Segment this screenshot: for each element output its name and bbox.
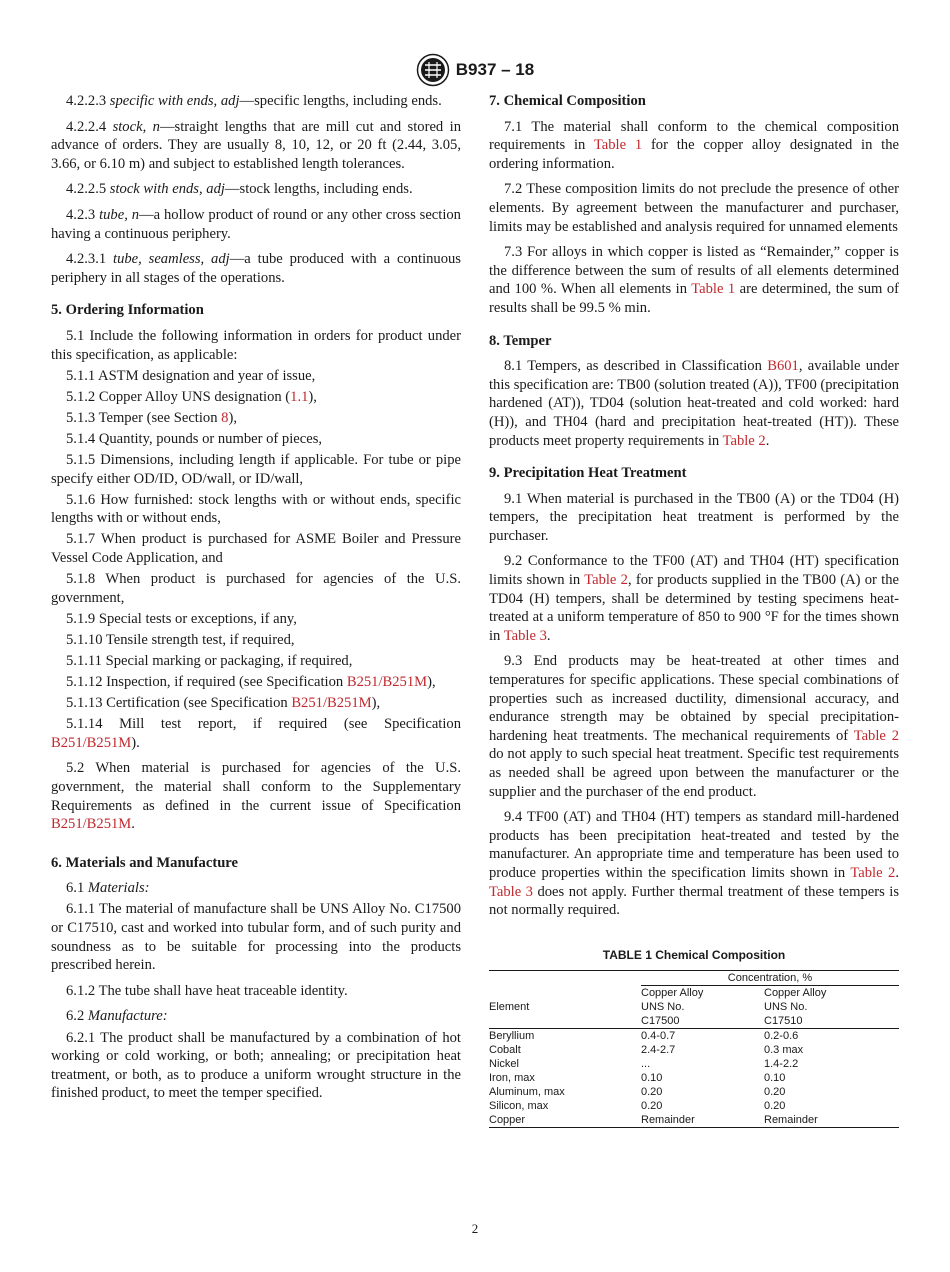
c17500-cell: 0.20 <box>641 1086 663 1099</box>
para-5-1-9: 5.1.9 Special tests or exceptions, if any, <box>66 610 297 627</box>
para-5-1-2: 5.1.2 Copper Alloy UNS designation (1.1), <box>66 388 317 405</box>
element-cell: Copper <box>489 1114 526 1127</box>
para-5-1-11: 5.1.11 Special marking or packaging, if required, <box>66 652 353 669</box>
para-7-3: 7.3 For alloys in which copper is listed as “Remainder,” copper is the difference between the sum of results of all elements determined and 100 %. When all elements in Table 1 are determined, the sum of results shall be 99.5 % min. <box>489 244 899 316</box>
spec-link[interactable]: B251/B251M <box>51 734 132 751</box>
para-5-2: 5.2 When material is purchased for agencies of the U.S. government, the material shall conform to the Supplementary Requirements as defined in the current issue of Specification B251/B251M. <box>51 760 461 833</box>
element-cell: Iron, max <box>489 1072 535 1085</box>
c17510-cell: 0.3 max <box>764 1044 804 1057</box>
para-5-1-13: 5.1.13 Certification (see Specification B251/B251M), <box>66 695 381 712</box>
c17500-cell: 2.4-2.7 <box>641 1044 676 1057</box>
c17510-cell: 0.20 <box>764 1086 786 1099</box>
spec-link[interactable]: B251/B251M <box>346 674 428 691</box>
spec-link[interactable]: B601 <box>767 358 799 375</box>
standard-designation: B937 – 18 <box>455 60 535 79</box>
para-5-1-8: 5.1.8 When product is purchased for agencies of the U.S. government, <box>51 571 461 606</box>
table-row <box>489 1099 899 1113</box>
section-7-heading: 7. Chemical Composition <box>489 93 646 109</box>
para-4-2-2-5: 4.2.2.5 stock with ends, adj—stock lengths, including ends. <box>66 181 413 198</box>
element-header: Element <box>489 1001 530 1014</box>
para-5-1-5: 5.1.5 Dimensions, including length if applicable. For tube or pipe specify either OD/ID, OD/wall, or ID/wall, <box>51 452 461 487</box>
section-link[interactable]: 8 <box>221 409 229 426</box>
para-5-1: 5.1 Include the following information in orders for product under this specification, as applicable: <box>51 327 461 363</box>
page-number: 2 <box>471 1221 479 1236</box>
para-8-1: 8.1 Tempers, as described in Classification B601, available under this specification are: TB00 (solution treated (A)), TF00 (precipitation hardened (AT)), TD04 (solution heat-treated and cold worked: hard (H)), and TH04 (hard and precipitation heat-treated (HT)). These products meet property requirements in Table 2. <box>489 358 900 449</box>
para-4-2-2-3: 4.2.2.3 specific with ends, adj—specific lengths, including ends. <box>66 93 442 109</box>
table-link[interactable]: Table 2 <box>584 572 628 589</box>
c17500-cell: 0.4-0.7 <box>641 1030 676 1043</box>
spec-link[interactable]: B251/B251M <box>51 816 132 833</box>
page-header <box>0 52 950 88</box>
table-link[interactable]: Table 2 <box>850 864 896 881</box>
para-5-1-3: 5.1.3 Temper (see Section 8), <box>66 409 237 426</box>
table-link[interactable]: Table 1 <box>593 137 643 154</box>
table-link[interactable]: Table 1 <box>691 281 736 298</box>
para-6-2-1: 6.2.1 The product shall be manufactured by a combination of hot working or cold working, or both; annealing; or precipitation heat treatment, or both, as to produce a uniform wrought structure in the finished product, to meet the temper specified. <box>51 1029 461 1102</box>
para-6-1: 6.1 Materials: <box>66 880 150 897</box>
para-5-1-1: 5.1.1 ASTM designation and year of issue, <box>66 367 316 384</box>
para-9-1: 9.1 When material is purchased in the TB00 (A) or the TD04 (H) tempers, the precipitation heat treatment is performed by the purchaser. <box>489 490 899 544</box>
table-row <box>489 1043 899 1057</box>
col-header-line: UNS No. <box>641 1001 685 1014</box>
right-column <box>489 92 899 1128</box>
c17510-cell: 1.4-2.2 <box>764 1058 799 1071</box>
para-5-1-6: 5.1.6 How furnished: stock lengths with or without ends, specific lengths with or without ends, <box>51 491 461 527</box>
para-6-2: 6.2 Manufacture: <box>66 1008 168 1025</box>
left-column <box>51 92 461 1110</box>
table-row <box>489 1071 899 1085</box>
para-9-2: 9.2 Conformance to the TF00 (AT) and TH04 (HT) specification limits shown in Table 2, for products supplied in the TB00 (A) or the TD04 (H) tempers, shall be determined by testing specimens heat-treated at a uniform temperature of 850 to 900 °F for the times shown in Table 3. <box>489 553 899 644</box>
c17500-cell: ... <box>641 1058 651 1071</box>
concentration-header: Concentration, % <box>641 971 899 986</box>
col-header-line: Copper Alloy <box>641 987 704 1000</box>
para-6-1-1: 6.1.1 The material of manufacture shall be UNS Alloy No. C17500 or C17510, cast and worked into tubular form, and of such purity and soundness as to be suitable for processing into the products prescribed herein. <box>51 901 461 974</box>
section-8-heading: 8. Temper <box>489 332 552 349</box>
para-5-1-7: 5.1.7 When product is purchased for ASME Boiler and Pressure Vessel Code Application, and <box>51 531 461 566</box>
para-6-1-2: 6.1.2 The tube shall have heat traceable identity. <box>66 982 348 999</box>
para-5-1-10: 5.1.10 Tensile strength test, if required, <box>66 631 295 648</box>
table-link[interactable]: Table 3 <box>489 883 533 900</box>
col-header-line: C17510 <box>764 1014 899 1029</box>
para-7-1: 7.1 The material shall conform to the chemical composition requirements in Table 1 for the copper alloy designated in the ordering information. <box>489 118 899 172</box>
element-cell: Beryllium <box>489 1030 535 1043</box>
para-9-3: 9.3 End products may be heat-treated at other times and temperatures for specific applications. These special combinations of properties such as increased ductility, dimensional accuracy, and endurance strength may be obtained by special precipitation-hardening heat treatments. The mechanical requirements of Table 2 do not apply to such special heat treatment. Specific test requirements as needed shall be agreed upon between the manufacturer or the supplier and the purchaser of the end product. <box>489 653 899 800</box>
c17510-cell: 0.10 <box>764 1072 786 1085</box>
element-cell: Cobalt <box>489 1044 521 1057</box>
spec-link[interactable]: B251/B251M <box>291 695 372 712</box>
table-1-title: TABLE 1 Chemical Composition <box>602 947 786 962</box>
element-cell: Silicon, max <box>489 1100 549 1113</box>
table-row <box>489 1029 899 1044</box>
table-row <box>489 1057 899 1071</box>
astm-logo-icon <box>416 53 450 87</box>
col-header-line: UNS No. <box>764 1001 808 1014</box>
element-cell: Nickel <box>489 1058 519 1071</box>
para-4-2-3: 4.2.3 tube, n—a hollow product of round or any other cross section having a continuous periphery. <box>51 206 461 242</box>
para-5-1-12: 5.1.12 Inspection, if required (see Specification B251/B251M), <box>66 674 436 691</box>
chemical-composition-table <box>489 970 899 1128</box>
para-4-2-2-4: 4.2.2.4 stock, n—straight lengths that are mill cut and stored in advance of orders. They are usually 8, 10, 12, or 20 ft (2.44, 3.05, 3.66, or 6.10 m) and subject to established length tolerances. <box>51 118 461 172</box>
c17500-cell: 0.10 <box>641 1072 663 1085</box>
para-9-4: 9.4 TF00 (AT) and TH04 (HT) tempers as standard mill-hardened products has been precipitation heat-treated and tested by the manufacturer. An appropriate time and temperature has been used to produce properties within the specification limits shown in Table 2. Table 3 does not apply. Further thermal treatment of these tempers is not normally required. <box>489 809 899 919</box>
section-9-heading: 9. Precipitation Heat Treatment <box>489 465 687 482</box>
para-5-1-4: 5.1.4 Quantity, pounds or number of pieces, <box>66 430 323 447</box>
c17500-cell: Remainder <box>641 1114 695 1127</box>
c17500-cell: 0.20 <box>641 1100 663 1113</box>
section-link[interactable]: 1.1 <box>290 388 309 405</box>
col-header-line: C17500 <box>641 1014 764 1029</box>
c17510-cell: 0.20 <box>764 1100 786 1113</box>
c17510-cell: 0.2-0.6 <box>764 1030 799 1043</box>
col-header-line: Copper Alloy <box>764 987 827 1000</box>
table-row <box>489 1085 899 1099</box>
table-link[interactable]: Table 3 <box>503 627 547 644</box>
table-link[interactable]: Table 2 <box>853 727 899 744</box>
section-6-heading: 6. Materials and Manufacture <box>51 854 238 871</box>
element-cell: Aluminum, max <box>489 1086 565 1099</box>
section-5-heading: 5. Ordering Information <box>51 302 204 319</box>
c17510-cell: Remainder <box>764 1114 818 1127</box>
para-7-2: 7.2 These composition limits do not preclude the presence of other elements. By agreement between the manufacturer and purchaser, limits may be established and analysis required for unnamed elements <box>489 181 899 235</box>
table-link[interactable]: Table 2 <box>722 432 766 449</box>
para-5-1-14: 5.1.14 Mill test report, if required (see Specification B251/B251M). <box>51 716 461 751</box>
table-row <box>489 1113 899 1128</box>
para-4-2-3-1: 4.2.3.1 tube, seamless, adj—a tube produced with a continuous periphery in all stages of the operations. <box>51 251 461 286</box>
